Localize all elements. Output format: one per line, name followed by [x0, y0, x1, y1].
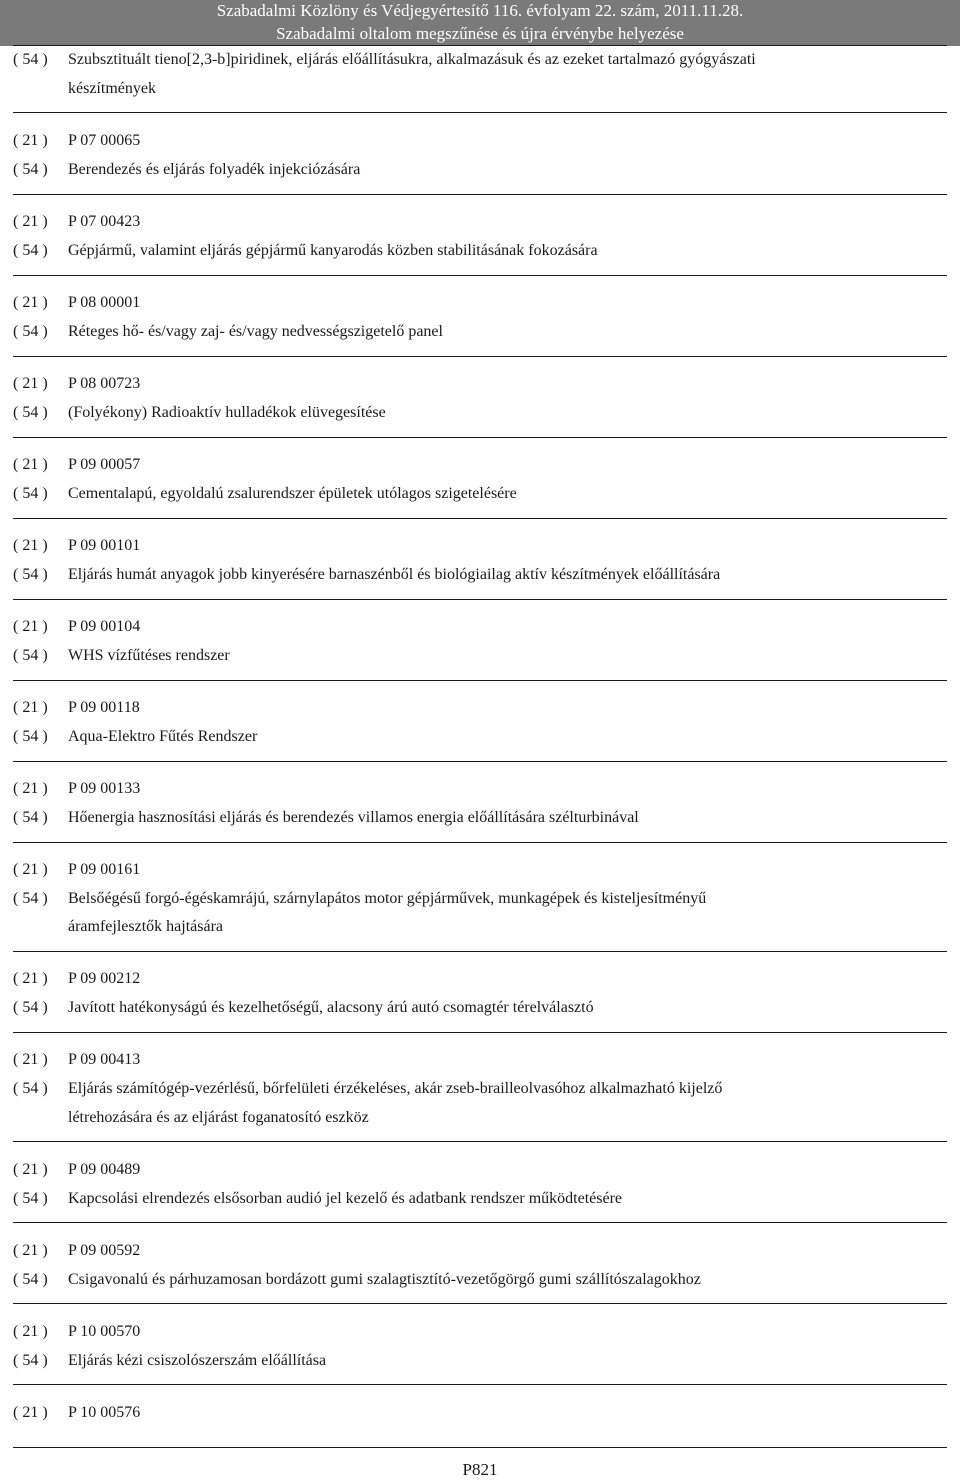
- entry-title-line: [13, 1189, 622, 1209]
- entry-title: (Folyékony) Radioaktív hulladékok elüvegesítése: [68, 404, 386, 421]
- entry-number-line: [13, 1160, 140, 1180]
- inid-code-54: ( 54 ): [13, 485, 48, 502]
- page-number: P821: [462, 1460, 498, 1479]
- entry-number-line: [13, 1050, 140, 1070]
- entry-title-line: [13, 808, 639, 828]
- entry-title-line: [13, 565, 720, 585]
- application-number: P 10 00576: [68, 1404, 141, 1421]
- entry-title-line: [13, 403, 386, 423]
- entry-rule: [13, 951, 947, 952]
- entry-title-line: [13, 160, 360, 180]
- entry-rule: [13, 842, 947, 843]
- entry-rule: [13, 599, 947, 600]
- entry-number-line: [13, 698, 140, 718]
- inid-code-21: ( 21 ): [13, 1404, 48, 1421]
- inid-code-54: ( 54 ): [13, 890, 48, 907]
- inid-code-21: ( 21 ): [13, 375, 48, 392]
- section-title: Szabadalmi oltalom megszűnése és újra érvénybe helyezése: [276, 24, 684, 43]
- inid-code-54: ( 54 ): [13, 809, 48, 826]
- inid-code-54: ( 54 ): [13, 1352, 48, 1369]
- entry-number-line: [13, 293, 140, 313]
- inid-code-54: ( 54 ): [13, 161, 48, 178]
- entry-title-line: [13, 50, 756, 70]
- application-number: P 09 00133: [68, 780, 141, 797]
- inid-code-21: ( 21 ): [13, 1323, 48, 1340]
- inid-code-54: ( 54 ): [13, 566, 48, 583]
- application-number: P 09 00057: [68, 456, 141, 473]
- entry-number-line: [13, 1322, 140, 1342]
- entry-title: Hőenergia hasznosítási eljárás és berendezés villamos energia előállítására szélturbinával: [68, 809, 639, 826]
- entry-rule: [13, 275, 947, 276]
- entry-number-line: [13, 455, 140, 475]
- inid-code-54: ( 54 ): [13, 404, 48, 421]
- entry-title: Réteges hő- és/vagy zaj- és/vagy nedvességszigetelő panel: [68, 323, 443, 340]
- entry-title: Javított hatékonyságú és kezelhetőségű, alacsony árú autó csomagtér térelválasztó: [68, 999, 594, 1016]
- entry-title-line: [13, 1351, 326, 1371]
- application-number: P 09 00104: [68, 618, 141, 635]
- entry-title-line: [13, 241, 598, 261]
- application-number: P 09 00161: [68, 861, 141, 878]
- inid-code-21: ( 21 ): [13, 537, 48, 554]
- inid-code-21: ( 21 ): [13, 1242, 48, 1259]
- inid-code-54: ( 54 ): [13, 51, 48, 68]
- inid-code-21: ( 21 ): [13, 132, 48, 149]
- entry-number-line: [13, 536, 140, 556]
- inid-code-54: ( 54 ): [13, 647, 48, 664]
- entry-title-line: [13, 1270, 701, 1290]
- entry-rule: [13, 437, 947, 438]
- entry-title: Szubsztituált tieno[2,3-b]piridinek, eljárás előállításukra, alkalmazásuk és az ezeket tartalmazó gyógyászati: [68, 51, 756, 68]
- entry-title-line: [13, 646, 230, 666]
- entry-title: Eljárás számítógép-vezérlésű, bőrfelületi érzékeléses, akár zseb-brailleolvasóhoz alkalmazható kijelző: [68, 1080, 723, 1097]
- inid-code-54: ( 54 ): [13, 1080, 48, 1097]
- entry-title: Aqua-Elektro Fűtés Rendszer: [68, 728, 258, 745]
- entry-title-line: [13, 998, 594, 1018]
- inid-code-21: ( 21 ): [13, 618, 48, 635]
- inid-code-54: ( 54 ): [13, 999, 48, 1016]
- entry-rule: [13, 680, 947, 681]
- application-number: P 09 00101: [68, 537, 141, 554]
- entry-rule: [13, 761, 947, 762]
- journal-title: Szabadalmi Közlöny és Védjegyértesítő 116. évfolyam 22. szám, 2011.11.28.: [216, 1, 744, 20]
- entry-number-line: [13, 779, 140, 799]
- inid-code-54: ( 54 ): [13, 323, 48, 340]
- application-number: P 07 00423: [68, 213, 141, 230]
- entry-title: Csigavonalú és párhuzamosan bordázott gumi szalagtisztító-vezetőgörgő gumi szállítószalagokhoz: [68, 1271, 701, 1288]
- inid-code-21: ( 21 ): [13, 213, 48, 230]
- inid-code-21: ( 21 ): [13, 780, 48, 797]
- inid-code-21: ( 21 ): [13, 1051, 48, 1068]
- entry-number-line: [13, 969, 140, 989]
- application-number: P 09 00489: [68, 1161, 141, 1178]
- application-number: P 08 00001: [68, 294, 141, 311]
- entry-title-continuation: áramfejlesztők hajtására: [68, 918, 224, 935]
- inid-code-21: ( 21 ): [13, 970, 48, 987]
- entry-title: Eljárás kézi csiszolószerszám előállítása: [68, 1352, 327, 1369]
- application-number: P 07 00065: [68, 132, 141, 149]
- entry-rule: [13, 518, 947, 519]
- entry-title: Berendezés és eljárás folyadék injekciózására: [68, 161, 361, 178]
- inid-code-54: ( 54 ): [13, 1271, 48, 1288]
- inid-code-21: ( 21 ): [13, 1161, 48, 1178]
- application-number: P 09 00592: [68, 1242, 141, 1259]
- inid-code-54: ( 54 ): [13, 1190, 48, 1207]
- entry-rule: [13, 1141, 947, 1142]
- entry-number-line: [13, 617, 140, 637]
- inid-code-21: ( 21 ): [13, 861, 48, 878]
- entry-title-line: [13, 727, 257, 747]
- inid-code-54: ( 54 ): [13, 728, 48, 745]
- entry-rule: [13, 1032, 947, 1033]
- header-rule: [13, 45, 947, 46]
- entry-title-continuation: létrehozására és az eljárást foganatosító eszköz: [68, 1109, 369, 1126]
- entry-title: Cementalapú, egyoldalú zsalurendszer épületek utólagos szigetelésére: [68, 485, 517, 502]
- page-header: [0, 0, 960, 46]
- application-number: P 08 00723: [68, 375, 141, 392]
- entry-rule: [13, 194, 947, 195]
- entry-number-line: [13, 374, 140, 394]
- entry-title: Gépjármű, valamint eljárás gépjármű kanyarodás közben stabilitásának fokozására: [68, 242, 598, 259]
- entry-number-line: [13, 860, 140, 880]
- entry-rule: [13, 356, 947, 357]
- entry-rule: [13, 1384, 947, 1385]
- entry-title: Eljárás humát anyagok jobb kinyerésére barnaszénből és biológiailag aktív készítmények előállítására: [68, 566, 721, 583]
- entry-title-line: [13, 1079, 722, 1099]
- entry-rule: [13, 1303, 947, 1304]
- application-number: P 10 00570: [68, 1323, 141, 1340]
- application-number: P 09 00212: [68, 970, 141, 987]
- entry-number-line: [13, 1403, 140, 1423]
- entry-title: Belsőégésű forgó-égéskamrájú, szárnylapátos motor gépjárművek, munkagépek és kisteljesítményű: [68, 890, 707, 907]
- inid-code-21: ( 21 ): [13, 294, 48, 311]
- entry-rule: [13, 112, 947, 113]
- entry-title-line: [13, 322, 443, 342]
- application-number: P 09 00413: [68, 1051, 141, 1068]
- entry-title-line: [13, 889, 706, 909]
- inid-code-21: ( 21 ): [13, 456, 48, 473]
- entry-number-line: [13, 1241, 140, 1261]
- entry-title-continuation: készítmények: [68, 80, 156, 97]
- inid-code-21: ( 21 ): [13, 699, 48, 716]
- entry-title-line: [13, 484, 517, 504]
- inid-code-54: ( 54 ): [13, 242, 48, 259]
- entry-number-line: [13, 212, 140, 232]
- entry-title: Kapcsolási elrendezés elsősorban audió jel kezelő és adatbank rendszer működtetésére: [68, 1190, 622, 1207]
- entry-number-line: [13, 131, 140, 151]
- entry-rule: [13, 1222, 947, 1223]
- footer-rule: [13, 1447, 947, 1448]
- entry-title: WHS vízfűtéses rendszer: [68, 647, 230, 664]
- application-number: P 09 00118: [68, 699, 140, 716]
